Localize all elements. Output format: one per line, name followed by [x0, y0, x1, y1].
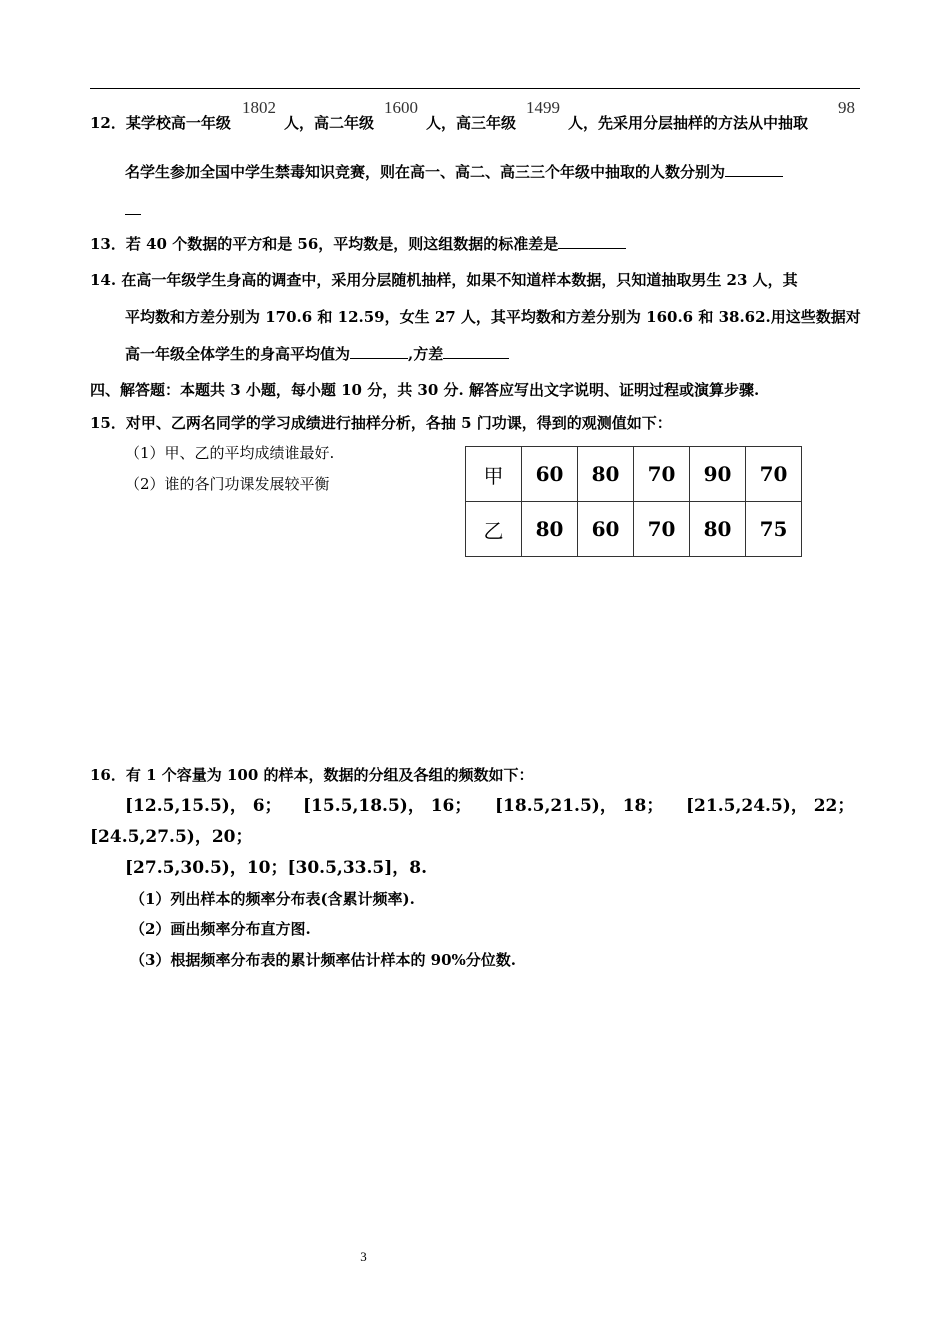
q12-answer-blank-wrap: [125, 200, 141, 215]
table-cell: 60: [578, 502, 634, 557]
q13-answer-blank: [558, 234, 626, 249]
q13-text: 13．若 40 个数据的平方和是 56，平均数是，则这组数据的标准差是: [90, 235, 559, 253]
q15-part2: （2）谁的各门功课发展较平衡: [125, 475, 330, 493]
table-cell: 75: [746, 502, 802, 557]
q12-number: 12．: [90, 114, 126, 132]
q14-mean-blank: [350, 344, 408, 359]
q12-seg1: 某学校高一年级: [125, 114, 231, 132]
q12-line1: [90, 113, 231, 133]
q12-n2: 1600: [384, 98, 418, 117]
q16-group-6-7: [27.5,30.5)，10；[30.5,33.5]，8.: [125, 858, 428, 878]
row-name-yi: 乙: [466, 502, 522, 557]
table-cell: 70: [634, 447, 690, 502]
section4-heading: 四、解答题：本题共 3 小题，每小题 10 分，共 30 分. 解答应写出文字说明、证明过程或演算步骤.: [90, 381, 760, 399]
row-name-jia: 甲: [466, 447, 522, 502]
table-cell: 80: [578, 447, 634, 502]
q12-n3: 1499: [526, 98, 560, 117]
table-row: [466, 502, 802, 557]
q16-group-1: [12.5,15.5)， 6；: [125, 796, 282, 816]
q12-line2: [125, 162, 783, 182]
q12-seg3: 人，高三年级: [426, 114, 517, 132]
header-rule: [90, 88, 860, 89]
q12-n1: 1802: [242, 98, 276, 117]
table-cell: 80: [522, 502, 578, 557]
q15-score-table: [465, 446, 802, 557]
q16-part1: （1）列出样本的频率分布表(含累计频率).: [130, 890, 415, 908]
q14-line3a: 高一年级全体学生的身高平均值为: [125, 345, 351, 363]
q16-group-2: [15.5,18.5)， 16；: [303, 796, 472, 816]
q14-line3: [125, 344, 509, 364]
table-cell: 60: [522, 447, 578, 502]
q16-group-4: [21.5,24.5)， 22；: [686, 796, 855, 816]
q12-blank-continuation: [125, 200, 141, 220]
table-cell: 70: [634, 502, 690, 557]
q16-stem: 16．有 1 个容量为 100 的样本，数据的分组及各组的频数如下：: [90, 766, 534, 784]
q14-line1: 14. 在高一年级学生身高的调查中，采用分层随机抽样，如果不知道样本数据，只知道抽取男生 23 人，其: [90, 271, 798, 289]
q12-answer-blank: [725, 162, 783, 177]
q15-part1: （1）甲、乙的平均成绩谁最好.: [125, 444, 335, 462]
q16-group-5: [24.5,27.5)，20；: [90, 827, 253, 847]
q16-group-3: [18.5,21.5)， 18；: [495, 796, 664, 816]
q12-seg2: 人，高二年级: [284, 114, 375, 132]
q12-n4: 98: [838, 98, 855, 117]
q16-part2: （2）画出频率分布直方图.: [130, 920, 311, 938]
q12-line2-text: 名学生参加全国中学生禁毒知识竞赛，则在高一、高二、高三三个年级中抽取的人数分别为: [125, 163, 726, 181]
table-cell: 70: [746, 447, 802, 502]
q14-line3b: ,方差: [408, 345, 444, 363]
table-cell: 80: [690, 502, 746, 557]
q13-line: [90, 234, 626, 254]
q14-line2: 平均数和方差分别为 170.6 和 12.59，女生 27 人，其平均数和方差分别为 160.6 和 38.62.用这些数据对: [125, 308, 861, 326]
table-row: [466, 447, 802, 502]
q15-stem: 15．对甲、乙两名同学的学习成绩进行抽样分析，各抽 5 门功课，得到的观测值如下：: [90, 414, 672, 432]
q16-part3: （3）根据频率分布表的累计频率估计样本的 90%分位数.: [130, 951, 517, 969]
q14-variance-blank: [443, 344, 509, 359]
q12-seg4: 人，先采用分层抽样的方法从中抽取: [568, 114, 809, 132]
table-cell: 90: [690, 447, 746, 502]
page-number: 3: [360, 1249, 367, 1264]
